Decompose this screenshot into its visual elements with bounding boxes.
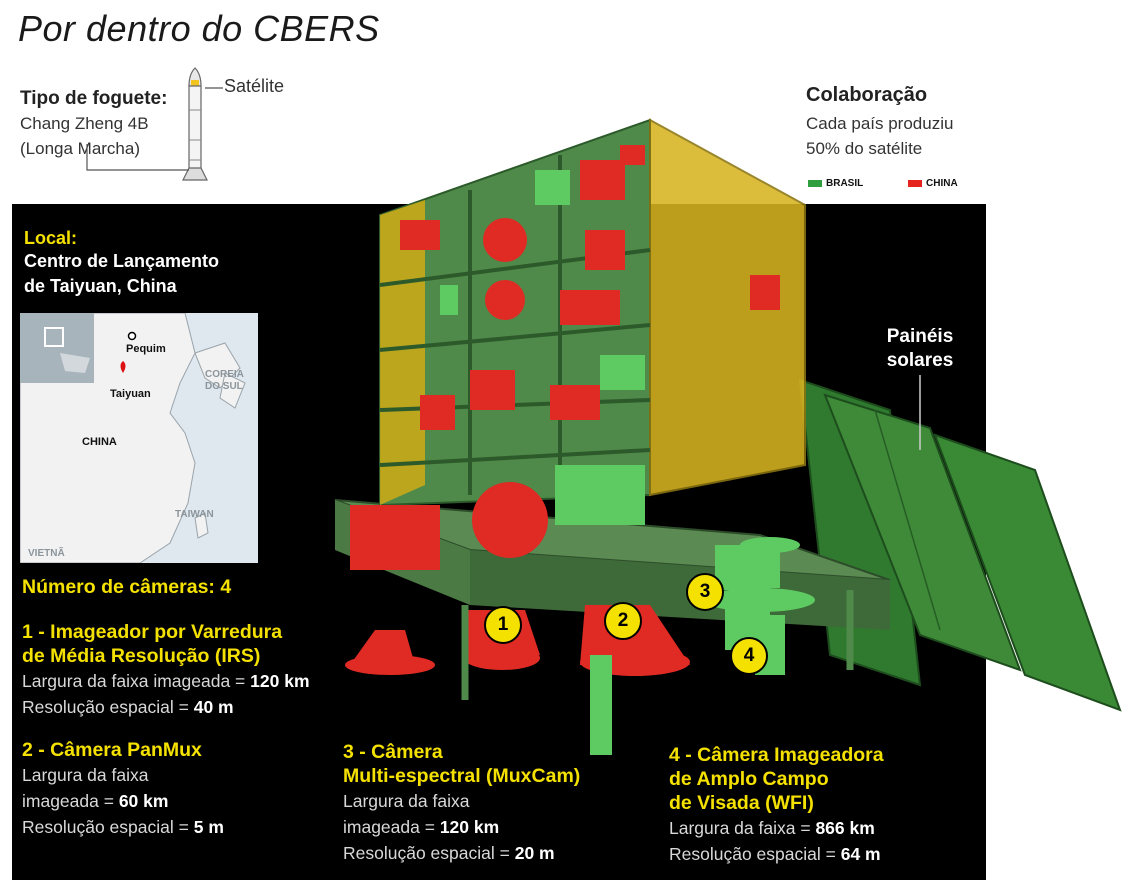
map-label-coreia: COREIA (205, 369, 244, 380)
location-line2: de Taiyuan, China (24, 276, 177, 296)
camera-marker-1: 1 (484, 606, 522, 644)
camera-3-res-label: Resolução espacial = (343, 843, 510, 863)
camera-1-res-value: 40 m (193, 697, 234, 717)
camera-4-res-label: Resolução espacial = (669, 844, 836, 864)
camera-marker-2: 2 (604, 602, 642, 640)
camera-4-title-line1: 4 - Câmera Imageadora (669, 744, 884, 766)
rocket-name-line1: Chang Zheng 4B (20, 114, 149, 133)
camera-3-swath-value: 120 km (439, 817, 500, 837)
collaboration-line2: 50% do satélite (806, 139, 923, 158)
solar-label-line1: Painéis (886, 326, 954, 347)
camera-2-res-value: 5 m (193, 817, 224, 837)
collaboration-line1: Cada país produziu (806, 114, 954, 133)
map-marker-pequim (129, 333, 136, 340)
map-label-vietna: VIETNÃ (28, 548, 65, 559)
rocket-name-line2: (Longa Marcha) (20, 139, 141, 158)
rocket-heading: Tipo de foguete: (20, 88, 168, 109)
legend-label-china: CHINA (926, 178, 958, 189)
camera-3-block (343, 740, 580, 866)
camera-2-swath-value: 60 km (118, 791, 169, 811)
camera-1-title-line1: 1 - Imageador por Varredura (22, 621, 283, 643)
camera-4-block (669, 743, 884, 867)
camera-count: Número de câmeras: 4 (22, 576, 232, 598)
map-label-china: CHINA (82, 436, 117, 448)
camera-3-swath (343, 814, 580, 840)
location-line1: Centro de Lançamento (24, 251, 220, 271)
satellite-label: Satélite (224, 76, 285, 96)
map-label-do-sul: DO SUL (205, 381, 243, 392)
camera-4-res-value: 64 m (840, 844, 881, 864)
camera-4-swath (669, 815, 884, 841)
map-label-taiyuan: Taiyuan (110, 388, 151, 400)
camera-2-title: 2 - Câmera PanMux (22, 739, 202, 761)
location-heading: Local: (24, 228, 78, 248)
camera-4-swath-value: 866 km (815, 818, 875, 838)
camera-2-resolution (22, 814, 224, 840)
camera-marker-3: 3 (686, 573, 724, 611)
camera-3-swath-label1: Largura da faixa (343, 791, 470, 811)
camera-3-title-line2: Multi-espectral (MuxCam) (343, 765, 581, 787)
camera-1-swath-label: Largura da faixa imageada = (22, 671, 246, 691)
map-label-taiwan: TAIWAN (175, 509, 214, 520)
camera-2-swath-label2: imageada = (22, 791, 114, 811)
rocket-body (189, 86, 201, 172)
camera-1-swath (22, 668, 310, 694)
rocket-leader-line (87, 144, 189, 170)
camera-1-res-label: Resolução espacial = (22, 697, 189, 717)
camera-2-block (22, 738, 224, 840)
camera-marker-4: 4 (730, 637, 768, 675)
camera-2-swath (22, 788, 224, 814)
camera-3-swath-label2: imageada = (343, 817, 435, 837)
camera-4-title-line2: de Amplo Campo (669, 768, 829, 790)
satellite-body-yellow-panel (650, 120, 805, 495)
collaboration-heading: Colaboração (806, 84, 928, 106)
page-title: Por dentro do CBERS (18, 8, 380, 49)
solar-label-line2: solares (886, 350, 954, 371)
solar-leader-line (915, 375, 925, 455)
camera-3-title-line1: 3 - Câmera (343, 741, 443, 763)
camera-3-res-value: 20 m (514, 843, 555, 863)
location-map (20, 313, 258, 563)
camera-4-swath-label: Largura da faixa = (669, 818, 811, 838)
camera-1-block (22, 620, 310, 720)
camera-1-resolution (22, 694, 310, 720)
camera-4-title-line3: de Visada (WFI) (669, 792, 814, 814)
camera-1-title-line2: de Média Resolução (IRS) (22, 645, 261, 667)
rocket-illustration (85, 60, 235, 185)
satellite-illustration (330, 110, 1129, 770)
camera-1-swath-value: 120 km (250, 671, 310, 691)
camera-2-swath-label1: Largura da faixa (22, 765, 149, 785)
legend-label-brasil: BRASIL (826, 178, 864, 189)
map-label-pequim: Pequim (126, 343, 166, 355)
camera-4-resolution (669, 841, 884, 867)
camera-2-res-label: Resolução espacial = (22, 817, 189, 837)
camera-3-resolution (343, 840, 580, 866)
